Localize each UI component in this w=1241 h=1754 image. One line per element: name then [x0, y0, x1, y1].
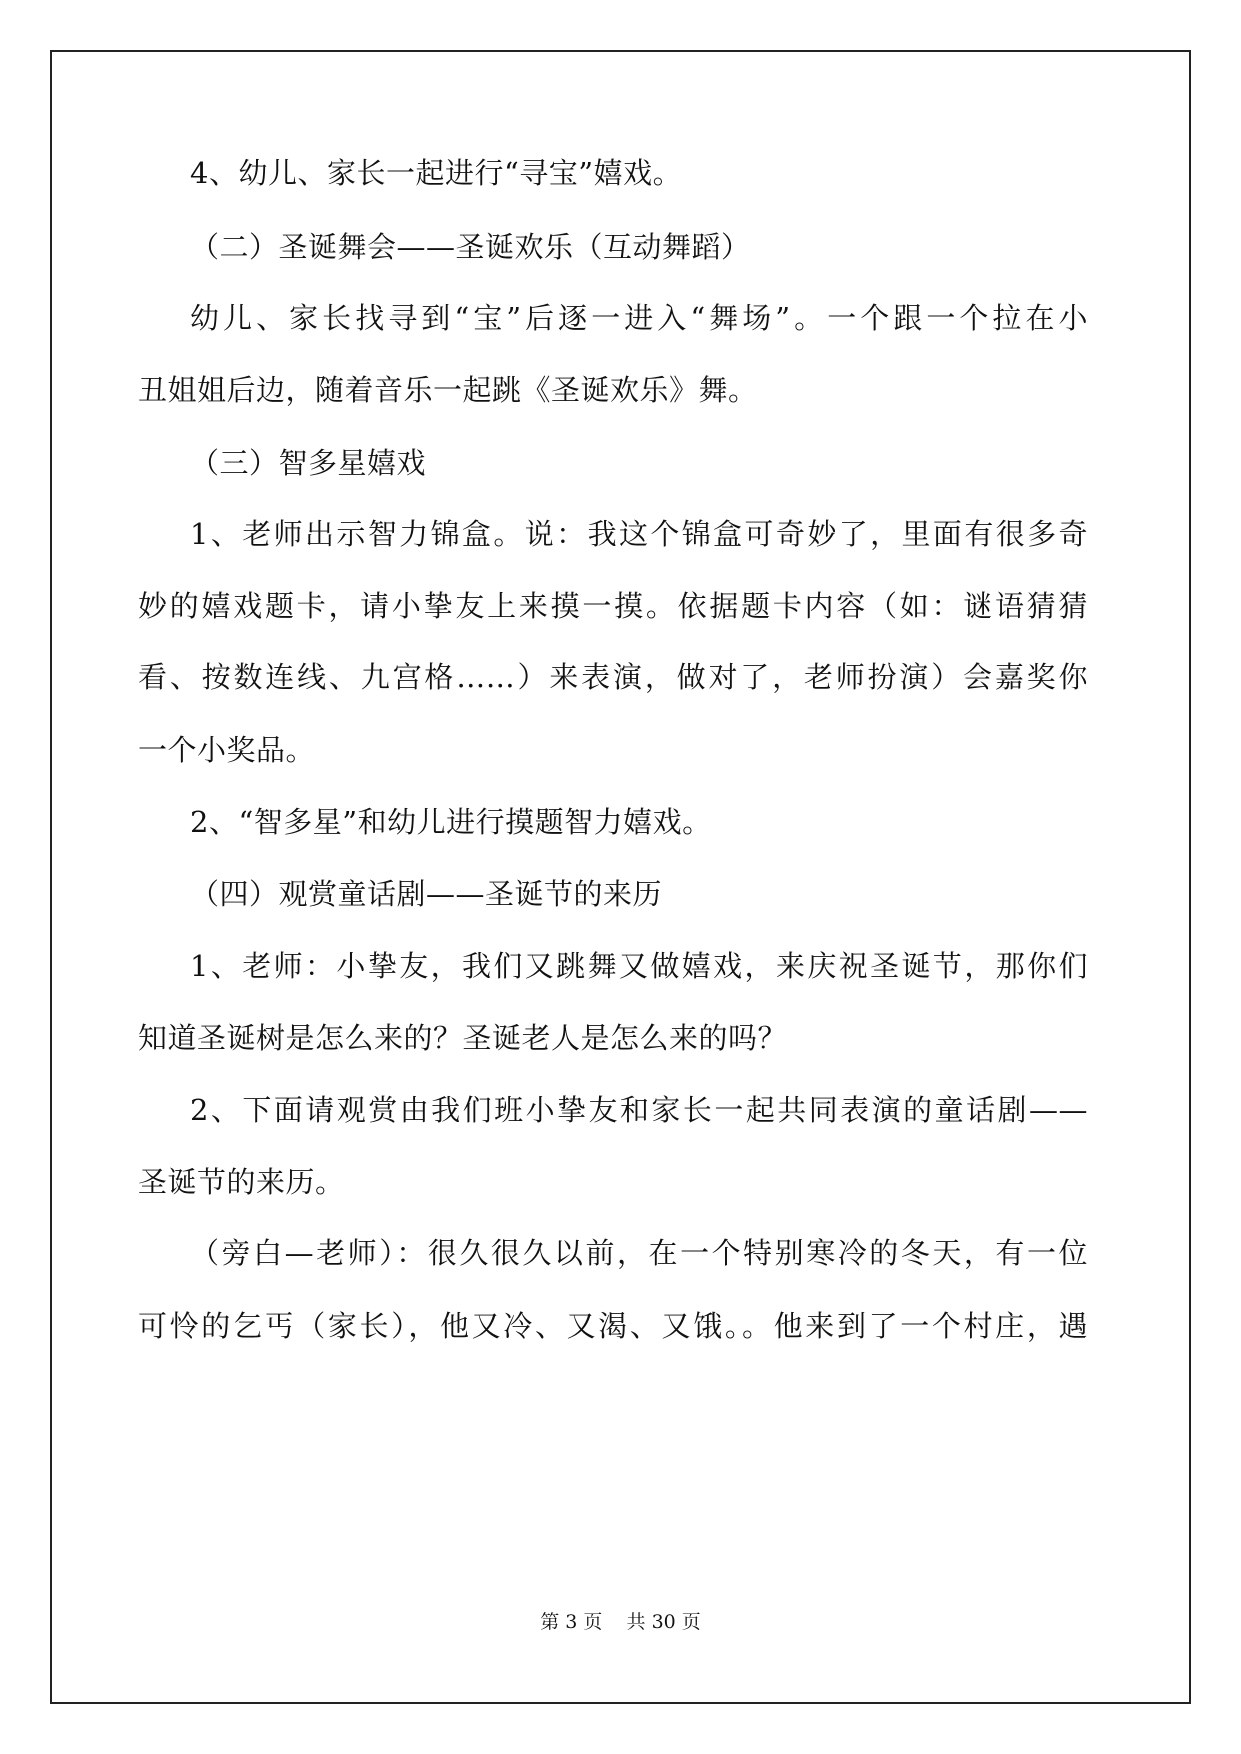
paragraph-line-14: 2、下面请观赏由我们班小挚友和家长一起共同表演的童话剧——: [190, 1093, 1088, 1127]
page-footer: [0, 1610, 1241, 1634]
paragraph-line-13: 知道圣诞树是怎么来的？圣诞老人是怎么来的吗？: [138, 1021, 788, 1055]
paragraph-line-17: 可怜的乞丐（家长），他又冷、又渴、又饿。。他来到了一个村庄，遇: [138, 1309, 1088, 1343]
paragraph-line-8: 看、按数连线、九宫格……）来表演，做对了，老师扮演）会嘉奖你: [138, 660, 1088, 694]
paragraph-line-12: 1、老师：小挚友，我们又跳舞又做嬉戏，来庆祝圣诞节，那你们: [190, 949, 1088, 983]
paragraph-line-3: 幼儿、家长找寻到“宝”后逐一进入“舞场”。一个跟一个拉在小: [190, 301, 1088, 335]
paragraph-line-15: 圣诞节的来历。: [138, 1165, 345, 1199]
section-heading-4: （四）观赏童话剧——圣诞节的来历: [190, 877, 663, 911]
paragraph-line-6: 1、老师出示智力锦盒。说：我这个锦盒可奇妙了，里面有很多奇: [190, 517, 1088, 551]
section-heading-3: （三）智多星嬉戏: [190, 446, 427, 480]
paragraph-line-1: 4、幼儿、家长一起进行“寻宝”嬉戏。: [190, 156, 683, 190]
page-number-label: 第 3 页 共 30 页: [540, 1611, 701, 1633]
paragraph-line-10: 2、“智多星”和幼儿进行摸题智力嬉戏。: [190, 805, 712, 839]
paragraph-line-16: （旁白—老师）：很久很久以前，在一个特别寒冷的冬天，有一位: [190, 1236, 1088, 1270]
section-heading-2: （二）圣诞舞会——圣诞欢乐（互动舞蹈）: [190, 230, 751, 264]
paragraph-line-9: 一个小奖品。: [138, 733, 316, 767]
paragraph-line-7: 妙的嬉戏题卡，请小挚友上来摸一摸。依据题卡内容（如：谜语猜猜: [138, 589, 1088, 623]
paragraph-line-4: 丑姐姐后边，随着音乐一起跳《圣诞欢乐》舞。: [138, 373, 758, 407]
